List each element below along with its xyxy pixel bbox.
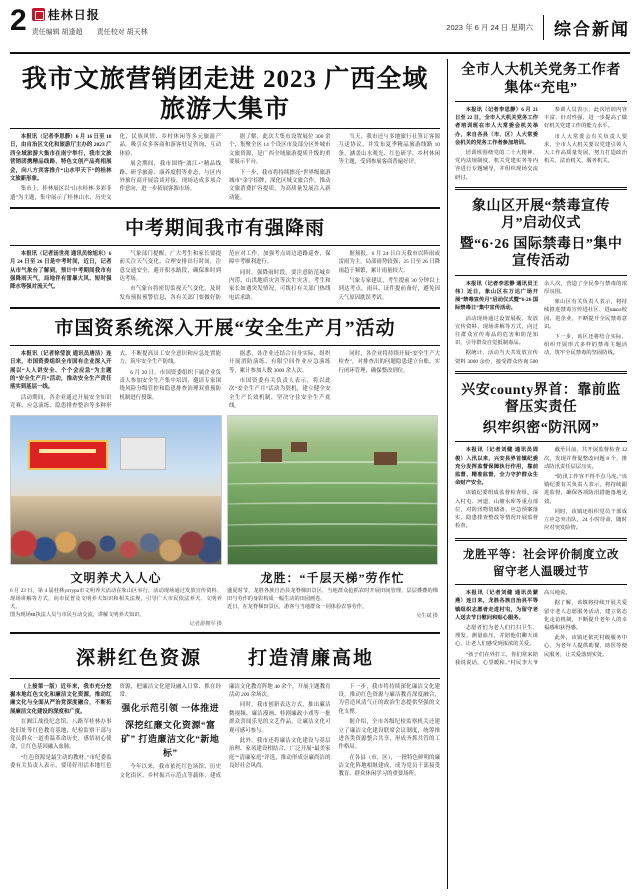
- story2-p3: 同时，强降雨时段，要注意防范城乡内涝、山洪地质灾害等次生灾害，考生和家长如遇突发情况，可拨打有关部门热线电话求助。: [229, 269, 331, 301]
- story3-p1: 活动期间，各企业通过开展安全知识竞赛、应急演练、隐患排查整治等多种形式，不断提高员工安全意识和应急处置能力，筑牢安全生产防线。: [10, 350, 221, 410]
- page-columns: [10, 59, 630, 889]
- right2-p1: 活动现场通过设置展板、发放宣传资料、现场讲解等方式，向过往群众宣传毒品的危害和防范知识，引导群众自觉抵制毒品。: [455, 315, 538, 347]
- story2-byline: 本报讯（记者汤世亮 通讯员徐旭东）6 月 24 日至 26 日是中考时间，近日，记者从市气象台了解到，预计中考期间我市有强降雨天气，局地伴有雷暴大风、短时强降水等强对流天气。: [10, 250, 112, 291]
- bottom-subhead: 强化示范引领 一体推进: [121, 703, 220, 714]
- bottom-p8: 在各县（市、区），一批特色鲜明的廉洁文化阵地相继建成，成为党员干部接受教育、群众休闲学习的重要场所。: [338, 754, 440, 778]
- story3-p3: 据悉，各企业还结合自身实际，组织开展消防演练、有限空间作业应急演练等，累计参加人数 3000 余人次。: [229, 350, 331, 374]
- right2-headline-2: 暨“6·26 国际禁毒日”集中宣传活动: [459, 236, 623, 270]
- right-article-4: [455, 546, 627, 667]
- right4-body: [455, 589, 627, 667]
- story2-p2: 市气象台将密切监视天气变化，及时发布预报预警信息，各有关部门要做好防范应对工作，加强考点周边道路巡查，保障中考顺利进行。: [119, 250, 331, 301]
- photo-row: [10, 415, 440, 626]
- article-lead: [10, 59, 440, 202]
- story2-headline: 中考期间我市有强降雨: [124, 218, 325, 239]
- lead-body: [10, 133, 440, 202]
- right1-body: [455, 106, 627, 182]
- lead-p2: 展会期间，我市围绕“漓江+”精品线路、研学旅游、康养度假等业态，与区内外旅行商开展洽谈对接，现场达成多项合作意向，进一步拓展客源市场。: [119, 161, 221, 193]
- paper-logo-icon: [32, 8, 45, 21]
- story2-body: [10, 250, 440, 302]
- lead-p4: 下一步，我市将持续擦亮“世界级旅游城市”金字招牌，深化区域文旅合作，推动文旅消费扩容提质，为高质量发展注入新动能。: [229, 169, 331, 201]
- bottom-p6: 下一步，我市将持续深化廉洁文化建设，推动红色资源与廉洁教育深度融合，为营造风清气正的政治生态提供坚强的文化支撑。: [338, 683, 440, 715]
- lead-headline: 我市文旅营销团走进 2023 广西全域旅游大集市: [21, 66, 429, 123]
- article-hongse: [10, 639, 440, 780]
- lead-p5: 当天，我市还与多地旅行社签订客源互送协议，并发布夏季精品旅游线路 10 条，涵盖山水观光、红色研学、乡村休闲等主题，受到参展客商普遍好评。: [338, 134, 440, 166]
- paper-name: 桂林日报: [47, 8, 100, 22]
- photo-left-title: 文明养犬入人心: [70, 571, 162, 586]
- bottom-p5: 此外，我市还将廉洁文化建设与基层治理、家风建设相结合，广泛开展“最美家庭”“清廉家庭”评选，推动形成崇廉尚洁的良好社会风尚。: [229, 737, 331, 770]
- right-article-3: [455, 379, 627, 534]
- article-zhongkao: [10, 214, 440, 302]
- right2-p4: 下一步，该区还将结合实际，组织开展形式多样的禁毒主题活动，筑牢全民禁毒的坚固防线。: [544, 334, 627, 357]
- bottom-p3: 今年以来，我市依托红色场馆、历史文化街区、乡村振兴示范点等载体，建成廉洁文化教育阵地 40 余个，开展主题教育活动 200 余场次。: [119, 683, 331, 779]
- story3-p5: 同时，各企业将持续开展“安全生产大检查”，对排查出的问题隐患建立台账，实行闭环管理，确保整改到位。: [338, 350, 440, 374]
- photo-left-credit: 记者游拥军 摄: [189, 620, 222, 627]
- editor-credit-1: 责任编辑 胡逢超: [31, 29, 83, 36]
- right2-p3: 象山区有关负责人表示，将持续推进禁毒宣传进社区、进школ校园、进企业，不断提升全民禁毒意识。: [544, 299, 627, 330]
- story2-p4: 据预报，6 月 24 日白天我市以阵雨或雷雨为主，局部雨势较强；25 日至 26 日降雨趋于频繁，累计雨量较大。: [338, 250, 440, 274]
- right3-p2: 截至目前，共开展监督检查 12 次，发现并督促整改问题 8 个，推动防汛责任层层压实。: [544, 447, 627, 470]
- paper-logo: [32, 6, 148, 23]
- right2-headline-1: 象山区开展“禁毒宣传月”启动仪式: [472, 198, 610, 232]
- main-column: [10, 59, 440, 889]
- article-guozi: [10, 314, 440, 410]
- right1-p3: 市人大常委会有关负责人要求，全市人大机关要以党建引领人大工作高质量发展，努力打造政治机关、法治机关、服务机关。: [544, 133, 627, 165]
- right-article-2: [455, 195, 627, 366]
- masthead: [10, 6, 630, 54]
- right4-p4: 此外，该镇还依托村级服务中心，为老年人提供助餐、助医等便民服务，让关爱落到实处。: [544, 635, 627, 658]
- right1-p1: 培训班围绕党的二十大精神、党内法规制度、机关党建实务等内容进行专题辅导，并组织现场交流研讨。: [455, 150, 538, 181]
- photo-right-caption: 盛夏时节，龙胜各族自治县龙脊梯田景区，当地群众抢抓农时开展田间管理，层层叠叠的梯田与劳作的身影构成一幅生动的田园画卷。: [227, 588, 438, 603]
- bottom-p2: “红色资源是最生动的教材。”市纪委监委有关负责人表示，要用好用活本地红色资源，把廉洁文化建设融入日常、抓在经常。: [10, 683, 221, 770]
- right3-headline-1: 兴安county界首：靠前监督压实责任: [461, 382, 621, 416]
- story3-p2: 6 月 20 日，市国资委组织下属企业负责人参加安全生产集中培训，邀请专家围绕风险分级管控和隐患排查治理双重预防机制进行授课。: [119, 369, 221, 401]
- story2-p5: 气象专家建议，考生提前 30 分钟以上到达考点，雨具、证件提前备好，避免因天气原因耽误考试。: [338, 277, 440, 301]
- right1-p2: 参训人员表示，此次培训内容丰富、针对性强，进一步提高了做好机关党建工作的能力水平。: [544, 107, 627, 130]
- right1-byline: 本报讯（记者李思静）6 月 21 日至 22 日，全市人大机关党务工作者培训班在市人大常委会机关举办，来自各县（市、区）人大常委会机关的党务工作者参加培训。: [455, 107, 538, 146]
- bottom-p1: 在湘江战役纪念馆、八路军桂林办事处旧址等红色教育基地，纪检监察干部与党员群众一道重温革命历史，感悟初心使命，让红色基因融入血脉。: [10, 719, 112, 751]
- right2-body: [455, 280, 627, 366]
- right3-p4: 同时，该镇还组织党员干部成立应急突击队，24 小时待命，随时应对突发险情。: [544, 508, 627, 532]
- lead-byline: 本报讯（记者李思静）6 月 16 日至 18 日，由自治区文化和旅游厅主办的 2023 广西全域旅游大集市在南宁举行，我市文旅营销团携精品线路、特色文创产品亮相展会，向八方宾客推介“山水甲天下”的桂林文旅新形象。: [10, 134, 112, 182]
- photo-wenming-yangquan: [10, 415, 222, 565]
- bottom-subhead2: 深挖红廉文化资源“富矿” 打造廉洁文化“新地标”: [121, 720, 220, 759]
- right4-p1: 志愿者们为老人们打扫卫生、理发、测量血压，并陪他们聊天谈心，让老人们感受到浓浓的关爱。: [455, 625, 538, 648]
- right4-p3: 据了解，该镇将持续开展关爱留守老人志愿服务活动，建立常态化走访机制，不断提升老年人的幸福感和获得感。: [544, 600, 627, 632]
- photo-block-left: [10, 415, 222, 626]
- photo-longsheng-terrace: [227, 415, 438, 565]
- photo-block-right: [227, 415, 438, 626]
- lead-p1: 集市上，桂林展区以“山水桂林·多彩非遗”为主题，集中展示了桂林山水、历史文化、民族风情、乡村休闲等多元旅游产品，吸引众多客商和游客驻足咨询、互动体验。: [10, 134, 221, 201]
- page-number: 2: [10, 4, 27, 37]
- story3-byline: 本报讯（记者徐莹波 通讯员唐洁）连日来，市国资委组织全市国有企业深入开展以“人人讲安全、个个会应急”为主题的“安全生产月”活动，推动安全生产责任落实到基层一线。: [10, 350, 112, 391]
- photo-left-caption: 6 月 23 日，第 4 届桂林ултура市文明养犬活动在象山区举行，活动现场通过发放宣传资料、现场讲解等方式，向市民普及文明养犬知识和相关法规，引导广大市民依法养犬、文明养犬。: [10, 588, 222, 611]
- photo-right-extra: 近日，在龙脊梯田景区，游客与当地群众一同体验农事劳作。: [227, 604, 368, 611]
- right3-byline: 本报讯（记者刘健 通讯员周俊）入汛以来，兴安县界首镇纪委充分发挥监督保障执行作用，靠前监督、精准监督，全力守护群众生命财产安全。: [455, 447, 538, 487]
- right-column: [447, 59, 627, 889]
- photo-right-credit: 吴生斌 摄: [415, 612, 438, 619]
- bottom-p7: 据介绍，全市各级纪检监察机关还建立了廉洁文化建设联席会议制度，统筹推进各类资源整合共享，形成齐抓共管的工作格局。: [338, 719, 440, 751]
- photo-left-extra: 图为现场տ执法人员与市民互动交流，讲解文明养犬知识。: [10, 611, 145, 618]
- right4-p2: “孩子们在外打工，你们常来陪我说说话，心里暖和。”村民李大爷高兴地说。: [455, 590, 571, 666]
- masthead-left: [32, 6, 148, 37]
- section-title: 综合新闻: [543, 15, 630, 40]
- editor-credits: [32, 27, 148, 37]
- bottom-p4: 同时，我市创新表达方式，推出廉洁微视频、廉洁漫画、桂剧廉政小戏等一批群众喜闻乐见的文艺作品，让廉洁文化可观可感可参与。: [229, 702, 331, 734]
- photo-package: [10, 415, 440, 626]
- bottom-title-right: 打造清廉高地: [248, 647, 375, 669]
- bottom-lead: （上接第一版）近年来，我市充分挖掘本地红色文化和廉洁文化资源，推动红廉文化与全面从严治党深度融合，不断拓展廉洁文化建设的深度和广度。: [10, 683, 112, 715]
- right4-headline-2: 留守老人温暖过节: [493, 566, 589, 579]
- bottom-title-left: 深耕红色资源: [75, 647, 202, 669]
- masthead-date: 2023 年 6 月 24 日 星期六: [446, 23, 533, 32]
- right3-p3: “防汛工作容不得半点马虎。”该镇纪委有关负责人表示，将持续跟进监督，确保各项防汛措施落地见效。: [544, 473, 627, 505]
- right4-headline-1: 龙胜平等：社会评价制度立改: [463, 549, 619, 562]
- lead-p3: 据了解，此次大集市设置展位 300 余个，集聚全区 14 个设区市及部分区外城市文旅资源，是广西全域旅游提质升级的重要展示平台。: [229, 134, 331, 166]
- right3-headline-2: 织牢织密“防汛网”: [482, 420, 600, 436]
- photo-right-title: 龙胜：“千层天梯”劳作忙: [260, 571, 405, 586]
- story2-p1: 气象部门提醒，广大考生和家长要提前关注天气变化，合理安排出行时间，注意交通安全，避开积水路段，确保准时到达考场。: [119, 250, 221, 282]
- editor-credit-2: 责任校对 胡天林: [96, 29, 148, 36]
- right3-body: [455, 446, 627, 533]
- right1-headline: 全市人大机关党务工作者集体“充电”: [461, 63, 621, 96]
- story3-headline: 市国资系统深入开展“安全生产月”活动: [54, 318, 396, 340]
- story3-body: [10, 350, 440, 411]
- bottom-body: [10, 683, 440, 780]
- right3-p1: 该镇纪委组成监督检查组，深入村屯、河道、山塘水库等重点部位，对防汛物资储备、应急预案落实、隐患排查整改等情况开展监督检查。: [455, 490, 538, 530]
- right4-byline: 本报讯（记者刘健 通讯员蒙燕）连日来，龙胜各族自治县平等镇组织志愿者走进村屯，为留守老人送去节日慰问和贴心服务。: [455, 590, 538, 621]
- story3-p4: 市国资委有关负责人表示，将以此次“安全生产月”活动为契机，建立健全安全生产长效机制，坚决守住安全生产底线。: [229, 377, 331, 410]
- right2-p2: 据统计，活动当天共发放宣传资料 3000 余份，接受群众咨询 500 余人次，营造了全民参与禁毒的浓厚氛围。: [455, 280, 627, 365]
- right2-byline: 本报讯（记者李思静 通讯员王伟）近日，象山区在万达广场开展“禁毒宣传月”启动仪式暨“6·26 国际禁毒日”集中宣传活动。: [455, 280, 538, 312]
- right-article-1: [455, 59, 627, 182]
